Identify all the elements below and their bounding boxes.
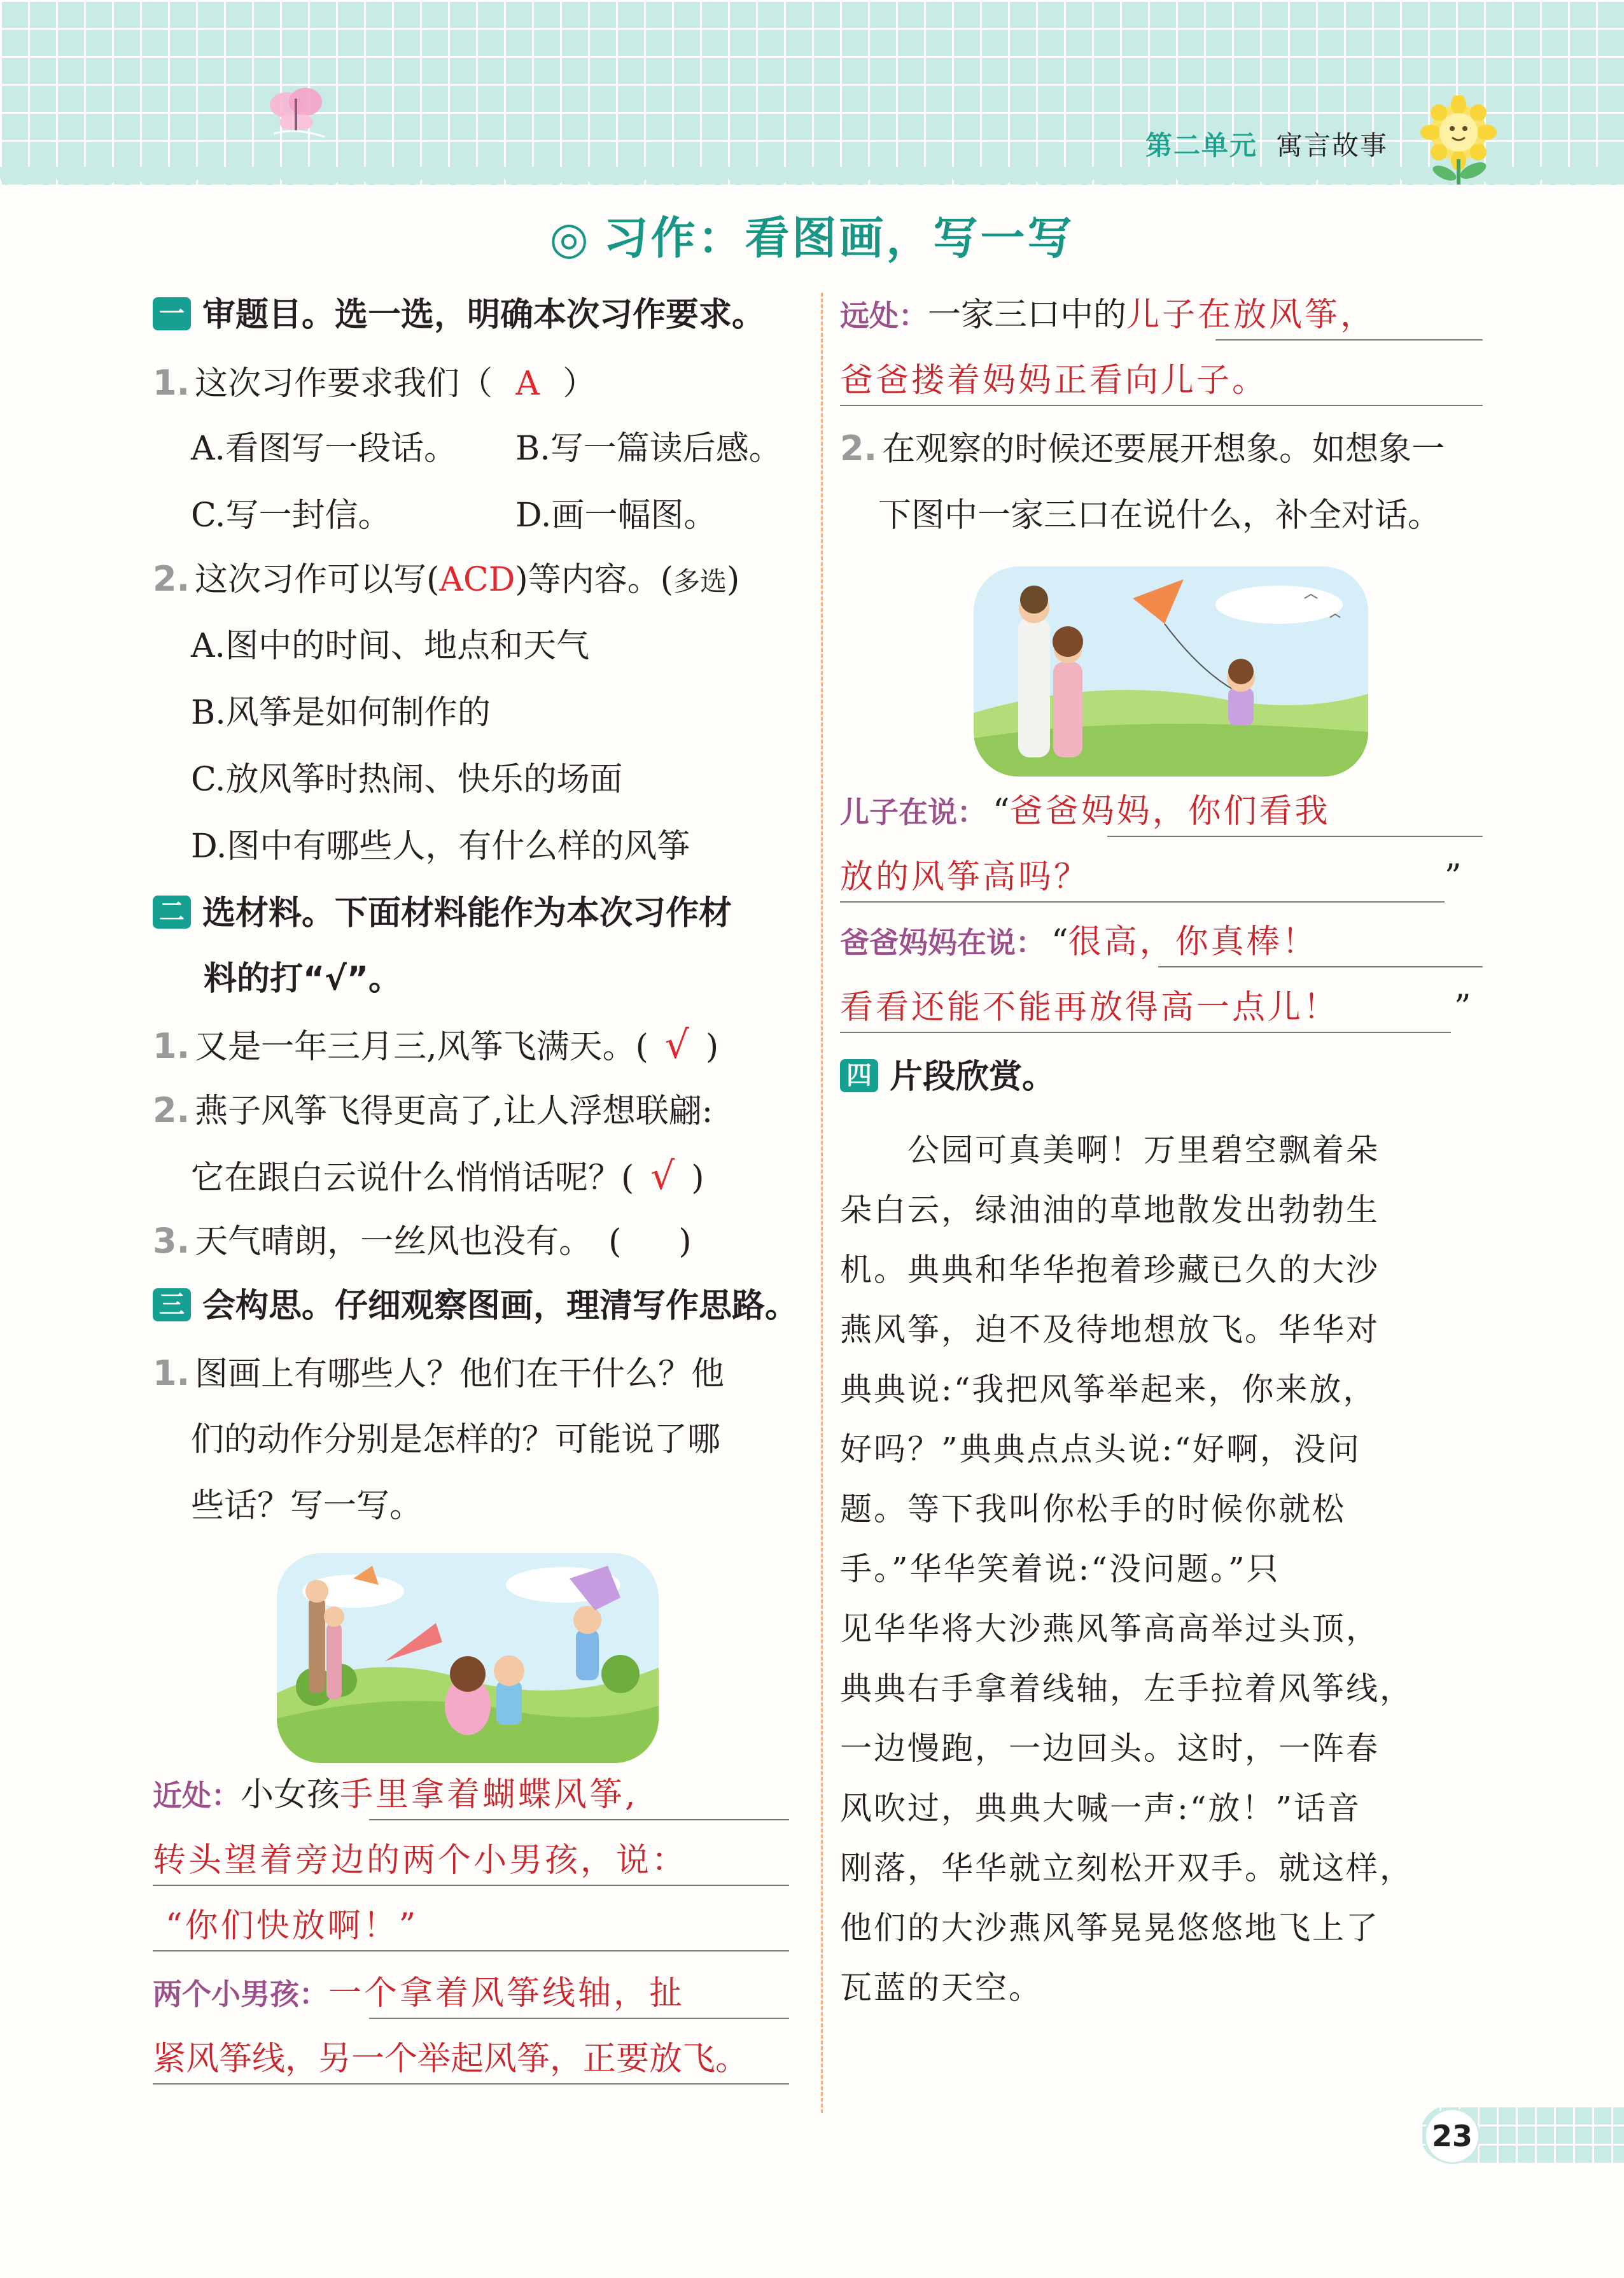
paragraph-line: 刚落，华华就立刻松开双手。就这样， <box>840 1850 1413 1887</box>
s2-item2-close: ) <box>691 1159 704 1197</box>
paragraph-line: 风吹过，典典大喊一声:“放！”话音 <box>840 1790 1361 1827</box>
s1-q1-text: 这次习作要求我们（ <box>195 365 493 403</box>
s2-item2 <box>153 1092 713 1130</box>
s2-item2-cont <box>191 1154 704 1199</box>
s3-boys-label: 两个小男孩： <box>153 1977 328 2011</box>
s1-q1 <box>153 364 596 403</box>
s3-parents-open-quote: “ <box>1051 923 1068 961</box>
paragraph-line: 典典右手拿着线轴，左手拉着风筝线， <box>840 1670 1413 1707</box>
s2-item1-close: ) <box>705 1028 719 1066</box>
page-number: 23 <box>1424 2108 1480 2164</box>
s3-far-label: 远处： <box>840 299 928 333</box>
s1-q1-close: ） <box>563 365 596 403</box>
answer-line <box>153 1885 789 1886</box>
s2-item2-text-cont: 它在跟白云说什么悄悄话呢？( <box>191 1159 634 1197</box>
section1-heading-text: 审题目。选一选，明确本次习作要求。 <box>202 296 766 334</box>
s1-q2-option-a: A.图中的时间、地点和天气 <box>191 627 590 665</box>
section2-heading-line2: 料的打“√”。 <box>204 960 402 998</box>
s3-son-answer2: 放的风筝高吗？ <box>840 858 1090 896</box>
s2-item2-text: 燕子风筝飞得更高了,让人浮想联翩: <box>195 1092 713 1130</box>
answer-line <box>1107 836 1483 837</box>
paragraph-line: 好吗？”典典点点头说:“好啊，没问 <box>840 1431 1361 1468</box>
unit-label: 第二单元 <box>1145 130 1258 161</box>
s3-boys-answer1: 一个拿着风筝线轴，扯 <box>328 1974 685 2013</box>
paragraph-line: 见华华将大沙燕风筝高高举过头顶， <box>840 1610 1380 1647</box>
s1-q1-option-a: A.看图写一段话。 <box>191 430 458 468</box>
s3-boys-answer2: 紧风筝线，另一个举起风筝，正要放飞。 <box>153 2040 749 2078</box>
s3-near-label: 近处： <box>153 1778 241 1813</box>
butterfly-icon <box>261 83 331 140</box>
s1-q2-option-d: D.图中有哪些人，有什么样的风筝 <box>191 827 690 866</box>
s2-item1-text: 又是一年三月三,风筝飞满天。( <box>195 1028 648 1066</box>
s2-item1-num: 1. <box>153 1026 190 1066</box>
section4-heading-text: 片段欣赏。 <box>890 1058 1056 1096</box>
s3-near-answer1: 手里拿着蝴蝶风筝, <box>340 1776 638 1814</box>
s1-q2 <box>153 560 739 601</box>
s1-q1-num: 1. <box>153 363 190 403</box>
s3-far-answer2: 爸爸搂着妈妈正看向儿子。 <box>840 362 1268 400</box>
s3-boys <box>153 1974 685 2013</box>
s3-far <box>840 296 1376 335</box>
s2-item1 <box>153 1023 719 1067</box>
s2-item3-close: ) <box>678 1223 692 1261</box>
s3-far-prefix: 一家三口中的 <box>928 296 1127 334</box>
s3-q1-num: 1. <box>153 1353 190 1393</box>
paragraph-line: 一边慢跑，一边回头。这时，一阵春 <box>840 1730 1380 1767</box>
s3-q1-line3: 些话？写一写。 <box>191 1487 423 1525</box>
s2-item3-num: 3. <box>153 1221 190 1261</box>
paragraph-line: 燕风筝，迫不及待地想放飞。华华对 <box>840 1311 1380 1348</box>
s3-son-label: 儿子在说： <box>840 795 986 829</box>
s3-parents-answer1: 很高，你真棒！ <box>1068 923 1318 961</box>
answer-line <box>1158 966 1483 967</box>
answer-line <box>1215 339 1483 341</box>
s3-parents <box>840 923 1318 962</box>
paragraph-line: 朵白云，绿油油的草地散发出勃勃生 <box>840 1192 1380 1228</box>
s3-near-prefix: 小女孩 <box>241 1776 340 1814</box>
s2-item3 <box>153 1222 692 1261</box>
s3-son-open-quote: “ <box>993 792 1010 831</box>
unit-name: 寓言故事 <box>1276 130 1389 161</box>
paragraph-line: 瓦蓝的天空。 <box>840 1969 1042 2006</box>
s1-q1-option-d: D.画一幅图。 <box>515 496 717 535</box>
s3-q2-num: 2. <box>840 428 878 468</box>
section3-heading <box>153 1287 798 1325</box>
s2-item2-check: √ <box>650 1154 675 1199</box>
answer-line <box>840 405 1483 406</box>
s1-q1-option-c: C.写一封信。 <box>191 496 391 535</box>
s2-item3-text: 天气晴朗，一丝风也没有。 ( <box>195 1223 622 1261</box>
answer-line <box>153 1950 789 1951</box>
page-title <box>0 202 1624 267</box>
paragraph-line: 典典说:“我把风筝举起来，你来放， <box>840 1371 1377 1408</box>
s1-q2-option-c: C.放风筝时热闹、快乐的场面 <box>191 761 623 799</box>
s3-q2 <box>840 430 1445 468</box>
s1-q1-option-b: B.写一篇读后感。 <box>515 430 782 468</box>
s3-son-answer1: 爸爸妈妈，你们看我 <box>1009 792 1331 831</box>
excerpt-paragraph <box>840 1120 1495 2018</box>
sunflower-icon <box>1419 95 1502 185</box>
s3-q2-line1: 在观察的时候还要展开想象。如想象一 <box>882 430 1445 468</box>
section4-badge: 四 <box>840 1059 878 1092</box>
section3-heading-text: 会构思。仔细观察图画，理清写作思路。 <box>202 1287 799 1325</box>
section1-heading <box>153 296 765 334</box>
s1-q2-option-b: B.风筝是如何制作的 <box>191 694 491 732</box>
title-text: 习作：看图画，写一写 <box>603 212 1075 264</box>
section1-badge: 一 <box>153 297 191 330</box>
paragraph-line: 题。等下我叫你松手的时候你就松 <box>840 1491 1346 1528</box>
header-wave-edge <box>0 167 1624 199</box>
answer-line <box>369 2018 789 2019</box>
s1-q2-close: ) <box>727 561 740 599</box>
s3-parents-close-quote: ” <box>1454 988 1471 1027</box>
answer-line <box>153 2083 789 2085</box>
section2-heading-line1: 选材料。下面材料能作为本次习作材 <box>202 894 732 932</box>
s3-q1-line2: 们的动作分别是怎样的？可能说了哪 <box>191 1421 721 1459</box>
paragraph-line: 公园可真美啊！万里碧空飘着朵 <box>840 1132 1380 1169</box>
title-bullet-icon: ◎ <box>549 212 591 264</box>
illustration-park-kites <box>277 1553 659 1763</box>
paragraph-line: 他们的大沙燕风筝晃晃悠悠地飞上了 <box>840 1909 1380 1946</box>
s2-item2-num: 2. <box>153 1090 190 1130</box>
s3-q2-line2: 下图中一家三口在说什么，补全对话。 <box>878 496 1441 535</box>
s3-far-answer1: 儿子在放风筝， <box>1126 296 1376 334</box>
s2-item1-check: √ <box>664 1023 690 1067</box>
s1-q2-note: 多选 <box>673 566 727 597</box>
illustration-family-kite <box>974 566 1368 777</box>
answer-line <box>840 901 1445 903</box>
s3-near-answer3: “你们快放啊！” <box>165 1907 419 1945</box>
paragraph-line: 机。典典和华华抱着珍藏已久的大沙 <box>840 1251 1380 1288</box>
answer-line <box>840 1032 1451 1033</box>
s3-q1 <box>153 1354 724 1393</box>
section2-heading <box>153 894 732 932</box>
answer-line <box>369 1819 789 1820</box>
s1-q2-num: 2. <box>153 559 190 599</box>
column-divider <box>821 293 823 2113</box>
s1-q1-answer: A <box>515 365 540 403</box>
s1-q2-text-b: )等内容。( <box>515 561 673 599</box>
s3-near <box>153 1776 638 1815</box>
s3-son-close-quote: ” <box>1445 858 1462 896</box>
s1-q2-text-a: 这次习作可以写( <box>195 561 440 599</box>
s1-q2-answer: ACD <box>439 561 515 599</box>
s3-parents-answer2: 看看还能不能再放得高一点儿！ <box>840 988 1340 1027</box>
s3-near-answer2: 转头望着旁边的两个小男孩，说： <box>153 1841 688 1880</box>
s3-q1-line1: 图画上有哪些人？他们在干什么？他 <box>195 1355 725 1393</box>
s3-son <box>840 792 1331 831</box>
s3-parents-label: 爸爸妈妈在说： <box>840 925 1045 960</box>
paragraph-line: 手。”华华笑着说:“没问题。”只 <box>840 1550 1280 1587</box>
section4-heading <box>840 1058 1055 1096</box>
section3-badge: 三 <box>153 1288 191 1321</box>
section2-badge: 二 <box>153 896 191 929</box>
